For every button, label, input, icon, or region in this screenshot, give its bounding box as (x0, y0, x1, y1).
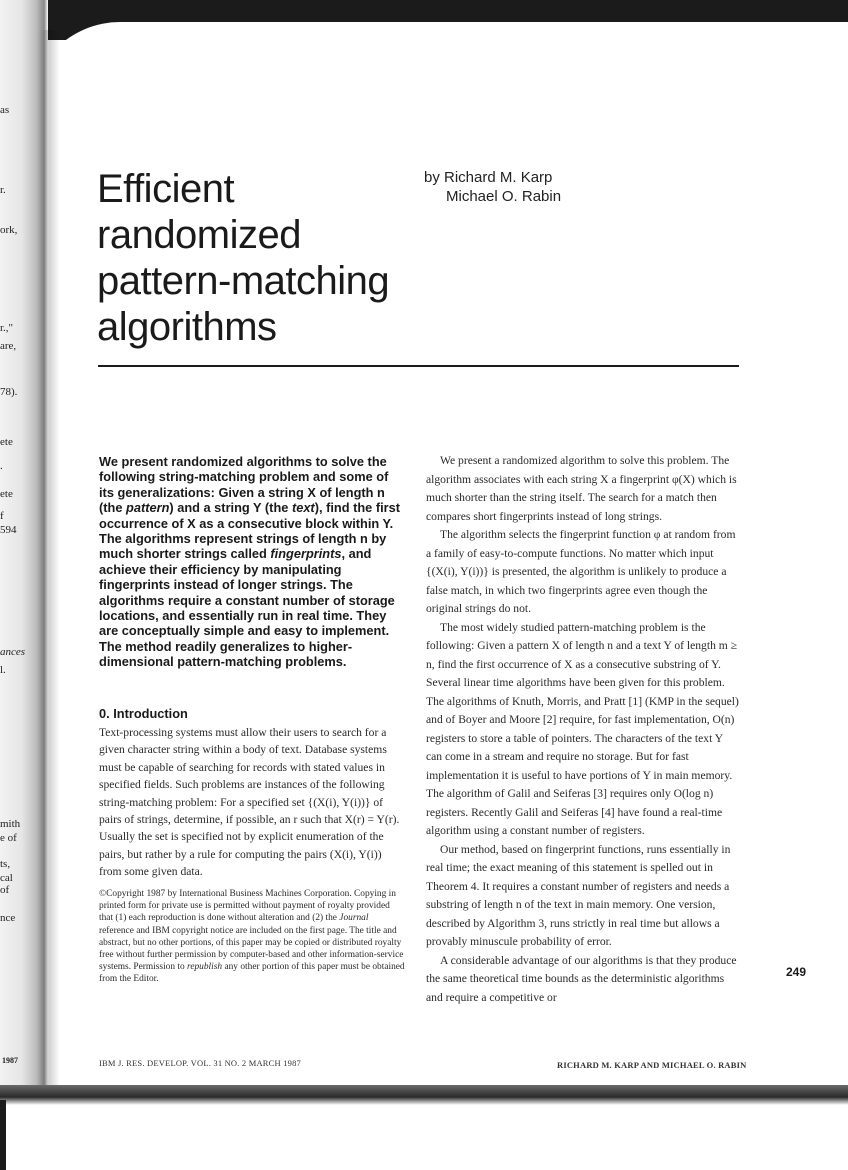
abstract-text: We present randomized algorithms to solve the following string-matching problem and some of its generalizations: Given a string X of length n (the (99, 454, 389, 516)
margin-fragment: ances (0, 646, 26, 658)
margin-fragment: ork, (0, 224, 18, 236)
abstract-emphasis: fingerprints (270, 546, 342, 562)
margin-fragment: 594 (0, 524, 17, 536)
body-paragraph: Our method, based on fingerprint functions, runs essentially in real time; the exact meaning of this statement is spelled out in Theorem 4. It requires a constant number of registers and needs a substring of length n of the text in main memory. One version, described by Algorithm 3, runs strictly in real time but allows a provably minuscule probability of error. (426, 842, 731, 948)
title-line: randomized (97, 213, 302, 257)
title-line: Efficient (97, 167, 235, 211)
author-line: Michael O. Rabin (446, 188, 562, 205)
spine-gradient (38, 30, 60, 1090)
margin-fragment: 78). (0, 386, 18, 398)
article-title (97, 166, 427, 350)
body-paragraph: A considerable advantage of our algorithms is that they produce the same theoretical time bounds as the deterministic algorithms and require a competitive or (426, 953, 737, 1004)
body-paragraph: We present a randomized algorithm to solve this problem. The algorithm associates with each string X a fingerprint φ(X) which is much shorter than the string itself. The search for a match then compares short fingerprints instead of long strings. (426, 454, 737, 523)
margin-fragment: of (0, 884, 10, 896)
abstract-text: , and achieve their efficiency by manipulating fingerprints instead of longer strings. The algorithms require a constant number of storage locations, and essentially run in real time. They are conceptually simple and easy to implement. The method readily generalizes to higher-dimensional pattern-matching problems. (99, 546, 395, 670)
intro-paragraph: Text-processing systems must allow their users to search for a given character string within a body of text. Database systems must be capable of searching for records with stated values in specified fields. Such problems are instances of the following string-matching problem: For a specified set {(X(i), Y(i))} of pairs of strings, determine, if possible, an r such that X(r) = Y(r). Usually the set is specified not by explicit enumeration of the pairs, but rather by a rule for computing the pairs (X(i), Y(i)) from some given data. (99, 726, 400, 879)
abstract-emphasis: text (291, 500, 315, 516)
margin-fragment: l. (0, 664, 6, 676)
body-paragraph: The most widely studied pattern-matching problem is the following: Given a pattern X of length n and a text Y of length m ≥ n, find the first occurrence of X as a consecutive substring of Y. Several linear time algorithms have been given for this problem. The algorithms of Knuth, Morris, and Pratt [1] (KMP in the sequel) and of Boyer and Moore [2] require, for fast implementation, O(n) registers to store a table of pointers. The characters of the text Y can come in a stream and require no storage. But for fast implementation it is useful to have portions of Y in main memory. The algorithm of Galil and Seiferas [3] requires only O(log n) registers. Recently Galil and Seiferas [4] have found a real-time algorithm using a constant number of registers. (426, 620, 739, 837)
scan-bottom-edge (0, 1085, 848, 1105)
copyright-emphasis: republish (187, 962, 223, 973)
abstract (99, 454, 405, 670)
margin-fragment: r. (0, 184, 6, 196)
margin-fragment: as (0, 104, 10, 116)
author-footer: RICHARD M. KARP AND MICHAEL O. RABIN (557, 1060, 747, 1070)
author-block (424, 168, 561, 206)
abstract-emphasis: pattern (126, 500, 170, 516)
margin-fragment: e of (0, 832, 17, 844)
copyright-text: ©Copyright 1987 by International Business Machines Corporation. Copying in printed form for private use is permitted without payment of royalty provided that (1) each reproduction is done without alteration and (2) the (99, 889, 396, 924)
journal-footer: IBM J. RES. DEVELOP. VOL. 31 NO. 2 MARCH 1987 (99, 1058, 301, 1068)
copyright-text: reference and IBM copyright notice are included on the first page. The title and abstract, but no other portions, of this paper may be copied or distributed royalty free without further permission by computer-based and other information-service systems. Permission to (99, 925, 404, 973)
copyright-text: any other portion of this paper must be obtained from the Editor. (99, 962, 405, 985)
body-column-right (426, 452, 739, 1007)
title-line: pattern-matching (97, 259, 390, 303)
margin-fragment: 1987 (2, 1056, 18, 1065)
margin-fragment: mith (0, 818, 21, 830)
abstract-text: ) and a string Y (the (169, 500, 292, 516)
margin-fragment: nce (0, 912, 16, 924)
margin-fragment: are, (0, 340, 17, 352)
margin-fragment: ts, (0, 858, 11, 870)
margin-fragment: f (0, 510, 4, 522)
margin-fragment: . (0, 460, 3, 472)
abstract-text: ), find the first occurrence of X as a consecutive block within Y. The algorithms represent strings of length n by much shorter strings called (99, 500, 401, 562)
scan-corner (0, 1100, 6, 1170)
title-rule (98, 365, 739, 367)
body-paragraph: The algorithm selects the fingerprint function φ at random from a family of easy-to-compute functions. No matter which input {(X(i), Y(i))} is presented, the algorithm is unlikely to produce a false match, in which two fingerprints agree even though the original strings do not. (426, 528, 736, 615)
margin-fragment: r.," (0, 322, 14, 334)
section-heading: 0. Introduction (99, 706, 188, 721)
margin-fragment: cal (0, 872, 13, 884)
copyright-notice (99, 888, 405, 986)
author-line: by Richard M. Karp (424, 169, 553, 186)
page-number: 249 (786, 965, 807, 979)
title-line: algorithms (97, 305, 277, 349)
margin-fragment: ete (0, 488, 13, 500)
copyright-emphasis: Journal (339, 913, 369, 924)
margin-fragment: ete (0, 436, 13, 448)
page-curl (30, 22, 848, 112)
